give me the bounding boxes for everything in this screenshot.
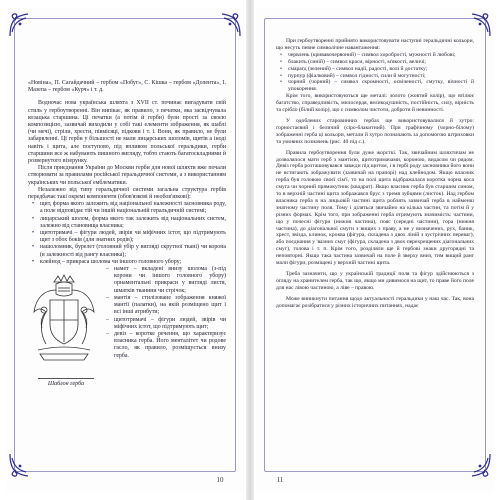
component-list — [28, 201, 226, 266]
corner-ornament-icon — [8, 452, 34, 478]
paragraph: Після приєднання України до Москви герби для нової шляхти вже почали створювати за правилами російської геральдичної системи, а з використанням українських чи польської емблематики. — [28, 165, 226, 186]
list-item: – девіз – коротке речення, що характеризує власника герба. Його менталітет чи родове гасло, як правило, розміщується внизу герба. — [114, 331, 226, 360]
paragraph: «Новіна», П. Сагайдачний – гербом «Побуг», С. Кішка – гербом «Долента», І. Мазепа – гербом «Курч» і т. д. — [28, 80, 226, 94]
list-item: • смарагд (зелений) – символ надії, радості, волі й достатку; — [288, 66, 474, 73]
float-text — [102, 266, 226, 360]
list-item: – щитотримачі – фігури людей, звірів чи міфічних істот, що підтримують щит; — [114, 317, 226, 331]
coat-of-arms-icon — [28, 272, 100, 372]
list-item: • клейнод – прикраса шолома чи іншого головного убору; — [40, 259, 226, 266]
right-page-content — [276, 38, 474, 310]
list-item: • блакить (синій) – символ краси, вірності, м'якості, величі; — [288, 59, 474, 66]
list-item: • червлень (кривавочервоний) – символ хоробрості, мужності й любові; — [288, 52, 474, 59]
color-list — [276, 52, 474, 93]
paragraph: Правила гербоутворення були дуже жорсткі. Так, звичайним шляхтичам не дозволялося мати герб з мантією, щитотримачами, короною, видасом чи рядом. Девіз герба розташовувався завжди під щитом, і в гербі роду засновника його вони не встигають зображувати (зазвичай на прапорі) над клейнодом. Якщо власник герба був головою своєї сім'ї, то на полі щита відбражалася коротка чорна коса смуга чи чорний прямокутник (квадрат). Якщо власник герба був старшим сином, то в верхній частині щита зображався брус з тремя зубцями (листок). Над гербом власника герба в на лицьовій частині щита роблять зазвичай герба в найменш знатному частину поля. Тому і діляться звичайно на кілька частин, та потім й у різних формах. Крім того, при зображенні герба отримують значимість: частини, що у почесні фігури (нижня частина), пояс (середні частини), гора (нижня частина), до діагональної смуги з вищих з праву, а не у визначених, рух, баник, хрест, звізда, клинок, кроква (фігура, складена з двох ліній з зустрічних переваг), або поєднання у 'вазних смуг (фігура, складена з двох перехрещених діагональних смуг), голова і т. п. Крім того, розділяли ще й гербові знаки другорядні та неповторні. Якщо така частина зазвичай на поле й зверху вниз, тим вищий ранг мали фігури, розміщені у верхній частині щита. — [276, 149, 474, 267]
list-item: • нашоломник, бурелет (головний убір у вигляді скрутної ткані) чи корона (в залежності від рангу власника); — [40, 244, 226, 258]
left-page-content — [28, 80, 226, 396]
paragraph: У одоблених старовинних гербах ще використовувалися й хутро: горностаєвий і беличий (сіро-блакитний). При графічному (чорно-білому) зображенні герба ці кольори, метали й хутро позначають за допомогою штриховки та умовних позначень (рис. 40 під с.). — [276, 117, 474, 145]
list-item: – намет – вкладені внизу шолома (з-під корони чи іншого головного убору) орнаментальні прикраси у вигляді листя, шматків тканини чи стрічок; — [114, 266, 226, 295]
list-item: • чорний (чорний) – символ скромності, освіченості, смутку, вічності й упокорення. — [288, 79, 474, 93]
right-page — [256, 8, 494, 492]
page-number: 11 — [276, 476, 284, 484]
book-gutter — [246, 0, 254, 500]
left-page — [6, 8, 244, 492]
list-item: – мантія – стилізоване зображення княжої мантії (палатки), на якій розміщено щит і всі інші атрибути; — [114, 295, 226, 317]
paragraph: Може виникнути питання щодо актуальності геральдики у наш час. Так, вона допомагає розібратися у різних історичних питаннях, надає — [276, 295, 474, 309]
list-item: • лицарський шолом, форма якого так залежить від національних систем, залежно від становища власника; — [40, 216, 226, 230]
figure-caption: Шаблон герба — [38, 378, 94, 388]
paragraph: Треба зазначити, що у українській традиції поля та фігур здійснюються з огляду на хранителем герба, так що, якщо ми дивимося на щит, то праве його поле для нас лівою частиною, а ліве – правою. — [276, 271, 474, 291]
figure-area — [28, 266, 226, 396]
corner-ornament-icon — [8, 12, 34, 38]
paragraph: Незалежно від типу геральдичної системи загальна структура гербів передбачає такі окремі компоненти (обов'язкові й необов'язкові): — [28, 186, 226, 201]
list-item: • щитотримачі – фігури людей, звірів чи міфічних істот, що підтримують щит з обох боків (для знатних родів); — [40, 230, 226, 244]
corner-ornament-icon — [466, 452, 492, 478]
page-number: 10 — [216, 476, 224, 484]
paragraph: При гербоутворенні прийнято використовувати наступні геральдичні кольори, що несуть певне символічне навантаження: — [276, 38, 474, 51]
list-item: • пурпур (фіалковий) – символ гідності, сили й могутності; — [288, 73, 474, 80]
corner-ornament-icon — [216, 12, 242, 38]
paragraph: Водночас нова українська шляхта з XVII ст. починає вигадувати свій стиль у гербоутворенні. Він випікає, як правило, з печатки, яка засвідчувала козацька старшина. Ці печатки (а потім й герби) були прості за своєю композицією, зазвичай виходили у собі такі елементи зображення, як шаблі (чи мечі), стріли, хрести, півмісяці, підкови і т. і. Вони, як правило, не були забарвленні. Ці герби у більшості не мали лицарських шоломів, щитів а іноді навіть і щита, але поступово, під впливом польської геральдики, герби старшини все ж набувають пишного вигляду, тобто стають багатоскладними й розвернутого візерунку. — [28, 100, 226, 165]
sub-component-list — [102, 266, 226, 360]
paragraph: Крім того, використовуються ще металі: золото (жовтий колір), що втілює багатство, справедливість, милосердя, великодушність, постійність, силу, вірність та срібло (білий колір), що є символом чистоти, доброти й невинності. — [276, 93, 474, 114]
list-item: • щит, форма якого залежить від національної належності засновника роду, а поле відповідає тій чи іншій національній геральдичній системі; — [40, 201, 226, 215]
corner-ornament-icon — [466, 12, 492, 38]
